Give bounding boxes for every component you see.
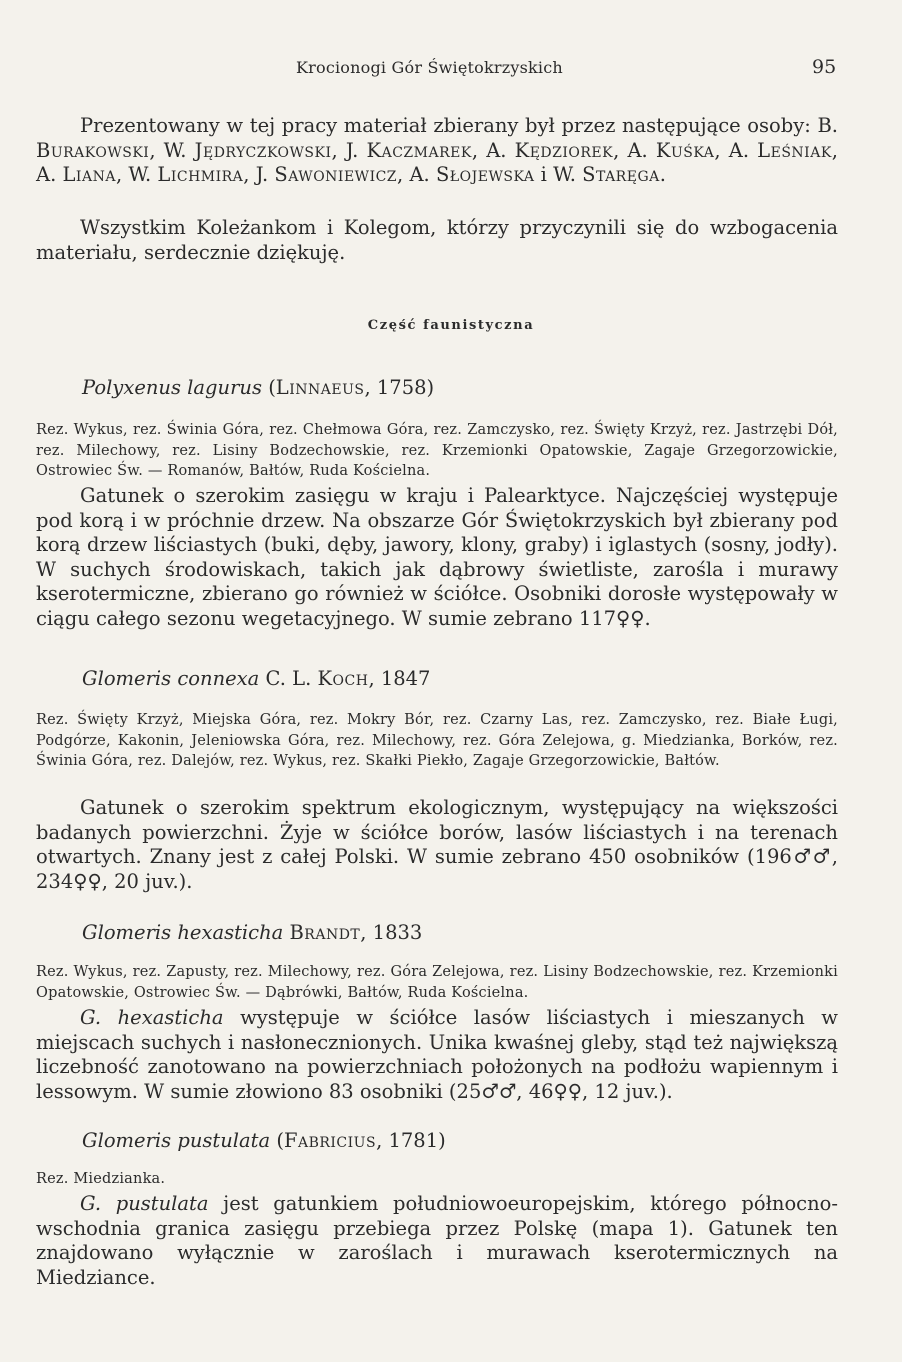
species-localities: Rez. Wykus, rez. Zapusty, rez. Milechowy, rez. Góra Zelejowa, rez. Lisiny Bodzechowskie, rez. Krzemionki Opatowskie, Ostrowiec Św. — Dąbrówki, Bałtów, Ruda Kościelna. [36,964,838,1001]
section-heading: Część faunistyczna [367,318,535,333]
running-head [0,58,902,82]
species-localities: Rez. Miedzianka. [36,1171,166,1187]
species-author: Linnaeus [275,376,365,399]
collector: B. Burakowski, [36,114,838,162]
species-localities: Rez. Wykus, rez. Świnia Góra, rez. Chełmowa Góra, rez. Zamczysko, rez. Święty Krzyż, rez. Jastrzębi Dół, rez. Milechowy, rez. Lisiny Bodzechowskie, rez. Krzemionki Opatowskie, Zagaje Grzegorzowickie, Ostrowiec Św. — Romanów, Bałtów, Ruda Kościelna. [36,422,838,480]
species-author: Brandt [289,921,361,944]
collector: W. Staręga. [553,163,666,187]
species-author: Koch [317,667,369,690]
species-name: Glomeris hexasticha [82,921,284,944]
species-name: Polyxenus lagurus [82,376,262,399]
species-abbr: G. pustulata [80,1192,209,1215]
species-description: Gatunek o szerokim spektrum ekologicznym, występujący na większości badanych powierzchni. Żyje w ściółce borów, lasów liściastych i na terenach otwartych. Znany jest z całej Polski. W sumie zebrano 450 osobników (196♂♂, 234♀♀, 20 juv.). [36,796,838,893]
page-number: 95 [812,56,837,78]
running-title: Krocionogi Gór Świętokrzyskich [296,58,563,77]
species-heading: Glomeris connexa C. L. Koch, 1847 [82,667,431,690]
collectors-prefix: Prezentowany w tej pracy materiał zbierany był przez następujące osoby: [80,114,818,137]
collectors-paragraph [36,114,838,188]
collector: J. Sawoniewicz, [255,163,410,187]
species-description: G. hexasticha występuje w ściółce lasów liściastych i mieszanych w miejscach suchych i nasłonecznionych. Unika kwaśnej gleby, stąd też największą liczebność zanotowano na powierzchniach położonych na podłożu wapiennym i lessowym. W sumie złowiono 83 osobniki (25♂♂, 46♀♀, 12 juv.). [36,1006,838,1103]
species-description: G. pustulata jest gatunkiem południowoeuropejskim, którego północno-wschodnia granica zasięgu przebiega przez Polskę (mapa 1). Gatunek ten znajdowano wyłącznie w zaroślach i murawach kserotermicznych na Miedziance. [36,1192,838,1289]
collector: A. Słojewska i [409,163,554,187]
thanks-paragraph: Wszystkim Koleżankom i Kolegom, którzy przyczynili się do wzbogacenia materiału, serdecznie dziękuję. [36,216,838,264]
collector: A. Kuśka, [627,138,729,162]
species-author: Fabricius [283,1129,377,1152]
species-heading: Glomeris pustulata (Fabricius, 1781) [82,1129,446,1152]
species-abbr: G. hexasticha [80,1006,224,1029]
collector: W. Lichmira, [128,163,256,187]
species-heading: Glomeris hexasticha Brandt, 1833 [82,921,423,944]
collector: W. Jędryczkowski, [163,138,346,162]
species-name: Glomeris pustulata [82,1129,271,1152]
collector: A. Leśniak, [728,138,838,162]
collector: J. Kaczmarek, [345,138,487,162]
species-localities: Rez. Święty Krzyż, Miejska Góra, rez. Mokry Bór, rez. Czarny Las, rez. Zamczysko, rez. Białe Ługi, Podgórze, Kakonin, Jeleniowska Góra, rez. Milechowy, rez. Góra Zelejowa, g. Miedzianka, Borków, rez. Świnia Góra, rez. Dalejów, rez. Wykus, rez. Skałki Piekło, Zagaje Grzegorzowickie, Bałtów. [36,712,838,770]
species-heading: Polyxenus lagurus (Linnaeus, 1758) [82,376,435,399]
species-name: Glomeris connexa [82,667,260,690]
collector: A. Liana, [36,163,129,187]
species-description: Gatunek o szerokim zasięgu w kraju i Palearktyce. Najczęściej występuje pod korą i w próchnie drzew. Na obszarze Gór Świętokrzyskich był zbierany pod korą drzew liściastych (buki, dęby, jawory, klony, graby) i iglastych (sosny, jodły). W suchych środowiskach, takich jak dąbrowy świetliste, zarośla i murawy kserotermiczne, zbierano go również w ściółce. Osobniki dorosłe występowały w ciągu całego sezonu wegetacyjnego. W sumie zebrano 117♀♀. [36,484,838,630]
collector: A. Kędziorek, [486,138,628,162]
